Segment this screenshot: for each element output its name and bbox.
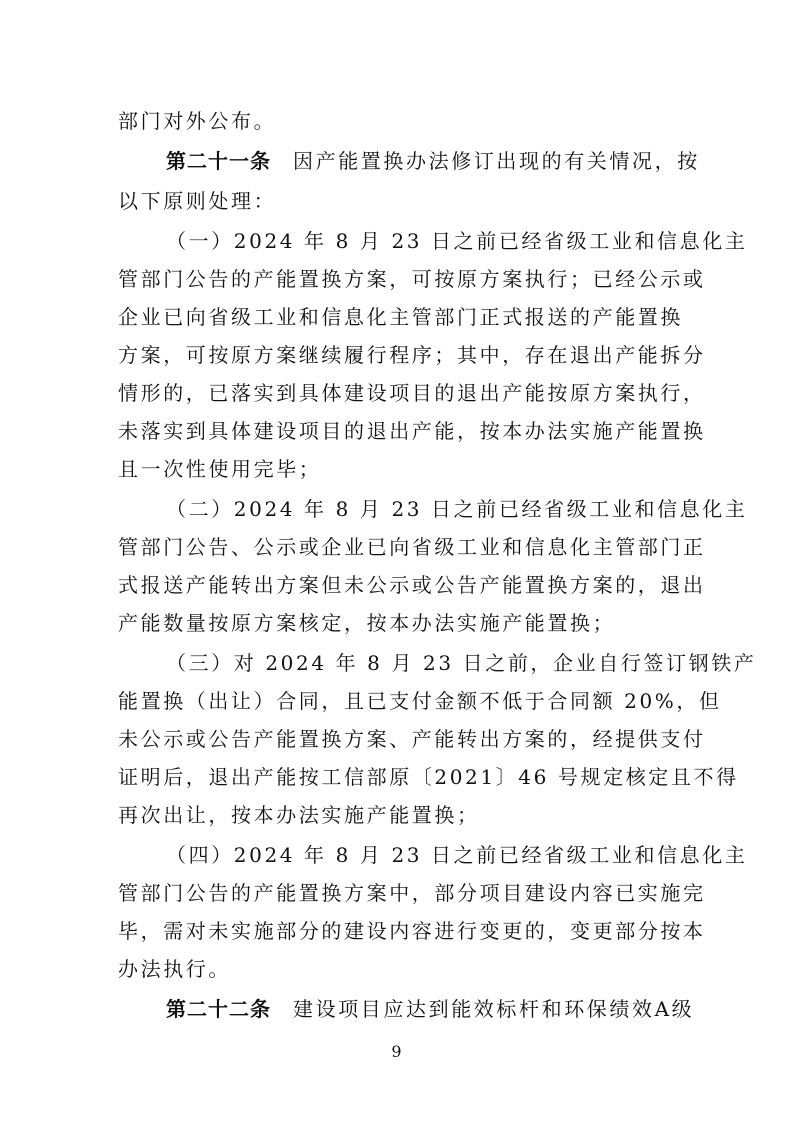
text-line: 企业已向省级工业和信息化主管部门正式报送的产能置换 xyxy=(118,305,683,329)
text-line: 管部门公告的产能置换方案，可按原方案执行；已经公示或 xyxy=(118,267,706,291)
article-text: 建设项目应达到能效标杆和环保绩效A级 xyxy=(293,997,695,1021)
text-line: 未落实到具体建设项目的退出产能，按本办法实施产能置换 xyxy=(118,419,706,443)
text-line: 产能数量按原方案核定，按本办法实施产能置换； xyxy=(118,611,616,635)
text-line: 能置换（出让）合同，且已支付金额不低于合同额 20%，但 xyxy=(118,689,722,713)
text-line: （三）对 2024 年 8 月 23 日之前，企业自行签订钢铁产 xyxy=(166,651,757,675)
text-line: 再次出让，按本办法实施产能置换； xyxy=(118,803,480,827)
text-line: 式报送产能转出方案但未公示或公告产能置换方案的，退出 xyxy=(118,573,706,597)
text-line: 情形的，已落实到具体建设项目的退出产能按原方案执行， xyxy=(118,381,706,405)
text-line: （二）2024 年 8 月 23 日之前已经省级工业和信息化主 xyxy=(166,497,748,521)
article-text: 因产能置换办法修订出现的有关情况，按 xyxy=(293,149,700,173)
text-line: 管部门公告、公示或企业已向省级工业和信息化主管部门正 xyxy=(118,535,706,559)
text-line: （四）2024 年 8 月 23 日之前已经省级工业和信息化主 xyxy=(166,843,748,867)
text-line: 部门对外公布。 xyxy=(118,109,277,133)
text-line: 办法执行。 xyxy=(118,957,231,981)
text-line: 方案，可按原方案继续履行程序；其中，存在退出产能拆分 xyxy=(118,343,706,367)
page-number: 9 xyxy=(391,1042,402,1061)
article-22-heading xyxy=(166,996,694,1022)
article-label: 第二十一条 xyxy=(166,149,271,173)
text-line: 且一次性使用完毕； xyxy=(118,457,322,481)
article-21-heading xyxy=(166,148,700,174)
text-line: 管部门公告的产能置换方案中，部分项目建设内容已实施完 xyxy=(118,881,706,905)
text-line: 毕，需对未实施部分的建设内容进行变更的，变更部分按本 xyxy=(118,919,706,943)
text-line: 以下原则处理： xyxy=(118,189,277,213)
article-label: 第二十二条 xyxy=(166,997,271,1021)
text-line: 证明后，退出产能按工信部原〔2021〕46 号规定核定且不得 xyxy=(118,765,739,789)
text-line: 未公示或公告产能置换方案、产能转出方案的，经提供支付 xyxy=(118,727,706,751)
text-line: （一）2024 年 8 月 23 日之前已经省级工业和信息化主 xyxy=(166,229,748,253)
